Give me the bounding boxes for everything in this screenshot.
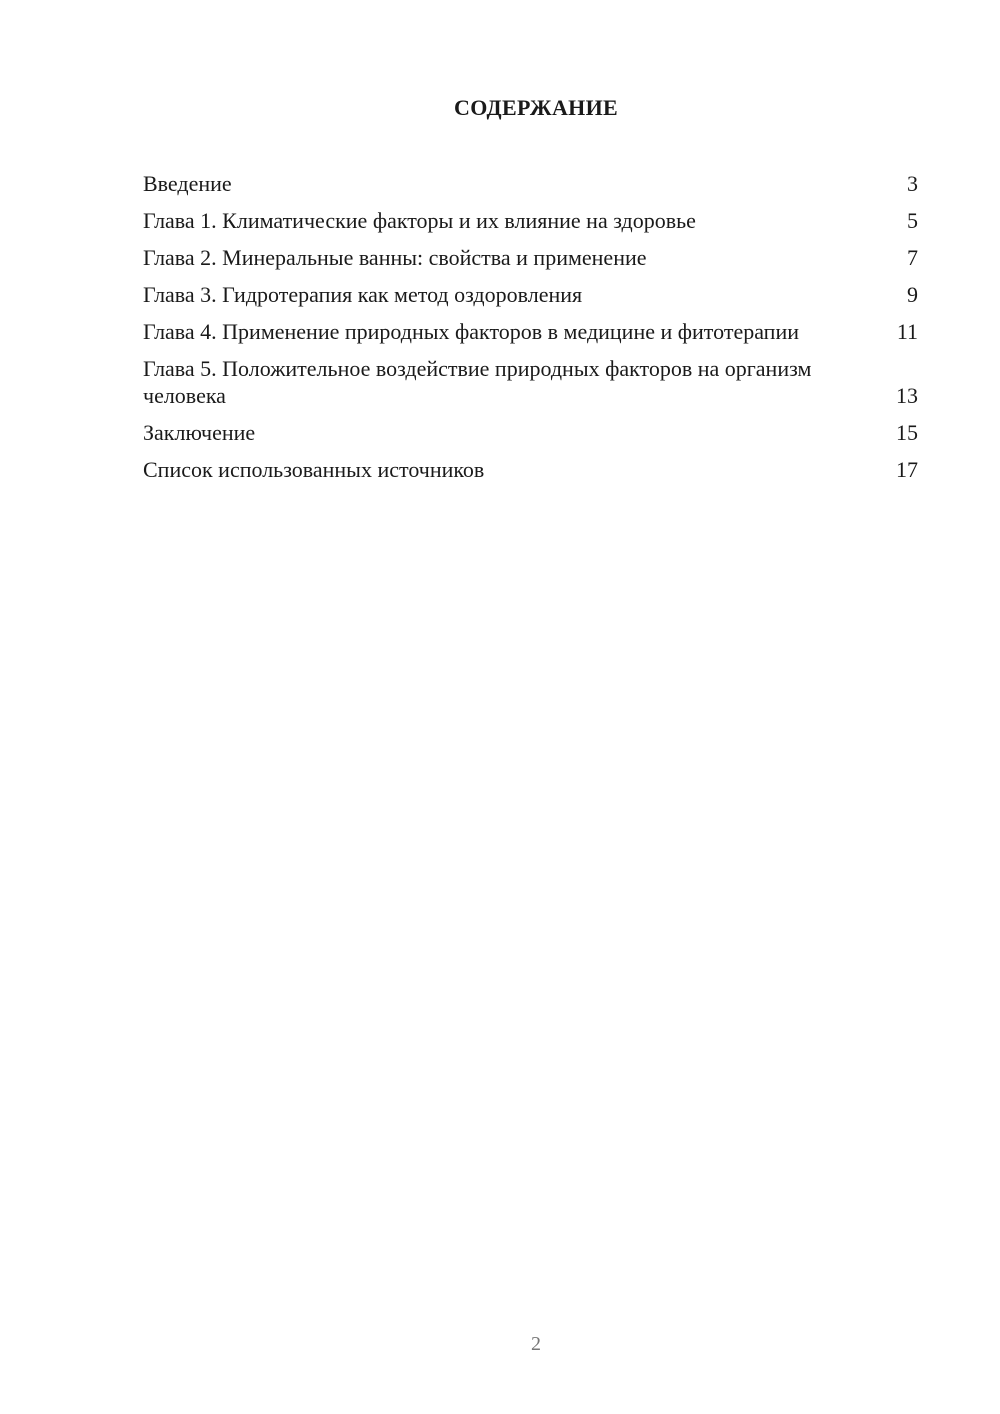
page-number: 2 — [531, 1333, 541, 1355]
toc-entry-page: 17 — [896, 457, 918, 482]
toc-entry-text: Глава 5. Положительное воздействие природных факторов на организм человека — [143, 356, 812, 408]
toc-entry-page: 5 — [907, 208, 918, 233]
toc-entry-text: Введение — [143, 171, 232, 196]
toc-entry-chapter-4 — [143, 318, 918, 345]
toc-entry-page: 15 — [896, 420, 918, 445]
toc-entry-page: 9 — [907, 282, 918, 307]
toc-entry-page: 3 — [907, 171, 918, 196]
toc-entry-text: Глава 4. Применение природных факторов в медицине и фитотерапии — [143, 319, 800, 344]
toc-entry-page: 13 — [896, 383, 918, 408]
toc-entry-references — [143, 456, 918, 483]
toc-entry-text: Глава 2. Минеральные ванны: свойства и применение — [143, 245, 647, 270]
toc-entry-chapter-1 — [143, 207, 918, 234]
toc-entry-conclusion — [143, 419, 918, 446]
toc-entry-introduction — [143, 170, 918, 197]
toc-entry-chapter-5 — [143, 355, 918, 409]
toc-entry-text: Глава 1. Климатические факторы и их влияние на здоровье — [143, 208, 696, 233]
toc-entry-chapter-3 — [143, 281, 918, 308]
toc-entry-text: Заключение — [143, 420, 256, 445]
toc-entry-text: Список использованных источников — [143, 457, 485, 482]
toc-list — [143, 170, 918, 493]
toc-entry-page: 7 — [907, 245, 918, 270]
toc-title: СОДЕРЖАНИЕ — [454, 95, 618, 120]
toc-entry-chapter-2 — [143, 244, 918, 271]
toc-entry-text: Глава 3. Гидротерапия как метод оздоровления — [143, 282, 583, 307]
toc-entry-page: 11 — [896, 319, 918, 344]
